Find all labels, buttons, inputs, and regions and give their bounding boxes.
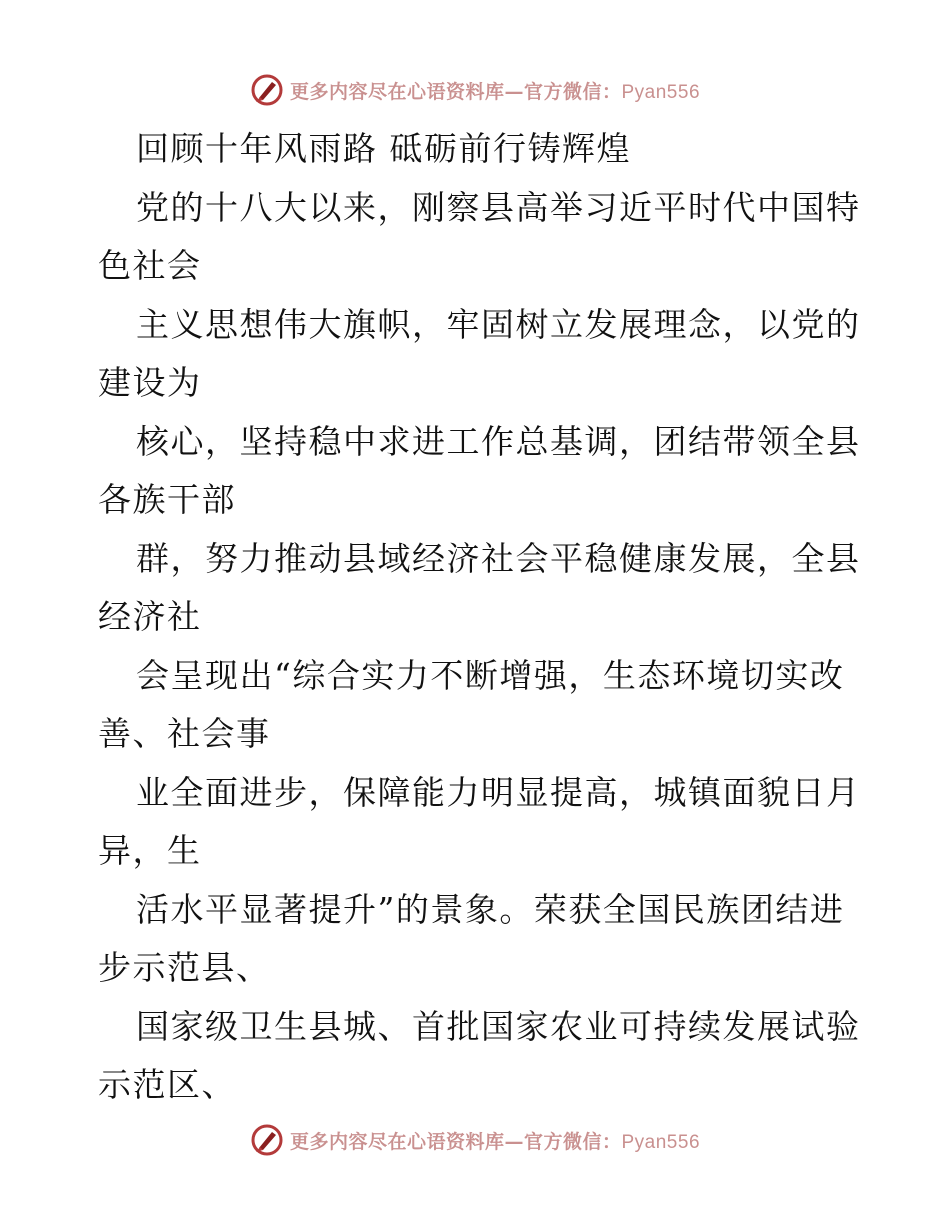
document-body	[98, 120, 861, 1115]
text-line: 活水平显著提升”的景象。荣获全国民族团结进	[136, 889, 845, 929]
text-line: 建设为	[98, 363, 202, 402]
header-watermark	[0, 70, 950, 110]
text-line: 经济社	[98, 597, 202, 636]
text-line: 各族干部	[98, 480, 236, 519]
footer-watermark	[0, 1120, 950, 1160]
text-line: 主义思想伟大旗帜，牢固树立发展理念，以党的	[136, 304, 861, 344]
quill-pen-logo-icon	[250, 1123, 284, 1157]
text-line: 核心，坚持稳中求进工作总基调，团结带领全县	[136, 421, 861, 461]
text-line: 善、社会事	[98, 714, 271, 753]
text-line: 会呈现出“综合实力不断增强，生态环境切实改	[136, 655, 845, 695]
text-line: 国家级卫生县城、首批国家农业可持续发展试验	[136, 1006, 861, 1046]
text-line: 色社会	[98, 246, 202, 285]
text-line: 回顾十年风雨路 砥砺前行铸辉煌	[136, 129, 631, 168]
watermark-text: 更多内容尽在心语资料库—官方微信：Pyan556	[289, 80, 701, 103]
quill-pen-logo-icon	[250, 73, 284, 107]
text-line: 业全面进步，保障能力明显提高，城镇面貌日月	[136, 772, 861, 812]
text-line: 异，生	[98, 831, 202, 870]
text-line: 示范区、	[98, 1065, 236, 1104]
text-line: 党的十八大以来，刚察县高举习近平时代中国特	[136, 187, 861, 227]
text-line: 群，努力推动县域经济社会平稳健康发展，全县	[136, 538, 861, 578]
text-line: 步示范县、	[98, 948, 271, 987]
watermark-text: 更多内容尽在心语资料库—官方微信：Pyan556	[289, 1130, 701, 1153]
